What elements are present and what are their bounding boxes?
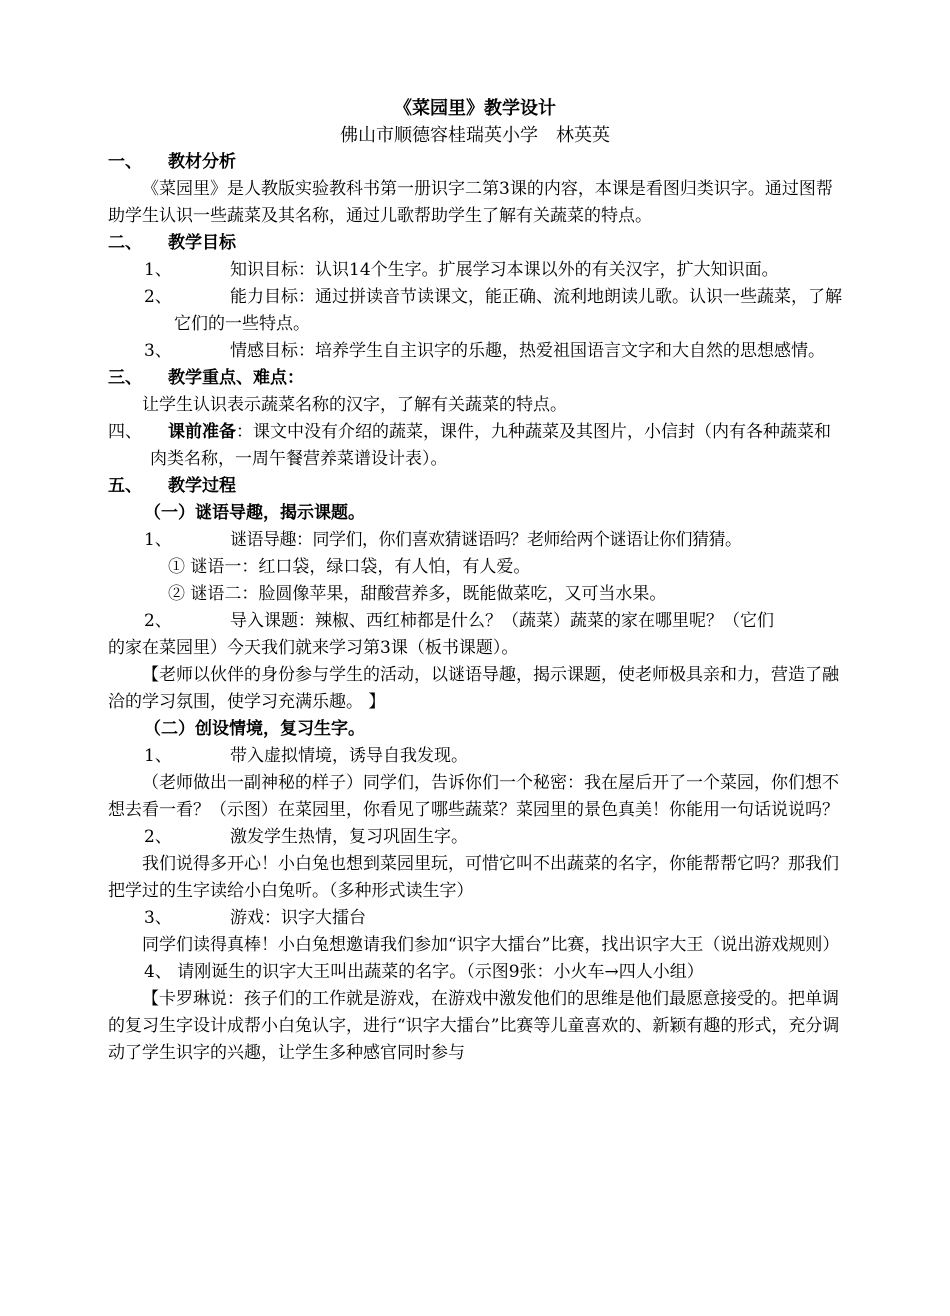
section-number: 五、 [108,476,142,496]
list-number: 3、 [144,908,172,928]
list-item [108,905,843,932]
section-paragraph [108,419,843,473]
document-body [108,149,843,1067]
section-heading [108,365,843,392]
list-item [108,257,843,284]
section-title: 教学重点、难点： [168,368,304,388]
riddle-line: ① 谜语一：红口袋，绿口袋，有人怕，有人爱。 [168,557,531,577]
paragraph: 《菜园里》是人教版实验教科书第一册识字二第3课的内容，本课是看图归类识字。通过图帮助学生认识一些蔬菜及其名称，通过儿歌帮助学生了解有关蔬菜的特点。 [108,179,833,226]
list-item [108,338,843,365]
list-number: 1、 [144,746,172,766]
list-number: 1、 [144,530,172,550]
section-number: 三、 [108,368,142,388]
paragraph: （老师做出一副神秘的样子）同学们，告诉你们一个秘密：我在屋后开了一个菜园，你们想不想去看一看？（示图）在菜园里，你看见了哪些蔬菜？菜园里的景色真美！你能用一句话说说吗？ [108,773,839,820]
riddle-line: ② 谜语二：脸圆像苹果，甜酸营养多，既能做菜吃，又可当水果。 [168,584,667,604]
section-heading [108,149,843,176]
list-number: 3、 [144,341,172,361]
list-text: 谜语导趣：同学们，你们喜欢猜谜语吗？老师给两个谜语让你们猜猜。 [230,530,742,550]
list-number: 2、 [144,827,172,847]
section-heading [108,473,843,500]
subsection-title: （一）谜语导趣，揭示课题。 [144,503,365,523]
list-text: 带入虚拟情境，诱导自我发现。 [230,746,468,766]
list-text: 情感目标：培养学生自主识字的乐趣，热爱祖国语言文字和大自然的思想感情。 [230,341,825,361]
section-title: 课前准备 [168,422,236,442]
list-item [108,824,843,851]
section-title: 教学目标 [168,233,236,253]
list-text: 能力目标：通过拼读音节读课文，能正确、流利地朗读儿歌。认识一些蔬菜，了解它们的一些特点。 [174,287,842,334]
commentary-note: 【卡罗琳说：孩子们的工作就是游戏，在游戏中激发他们的思维是他们最愿意接受的。把单调的复习生字设计成帮小白兔认字，进行“识字大擂台”比赛等儿童喜欢的、新颖有趣的形式，充分调动了学生识字的兴趣，让学生多种感官同时参与 [108,989,840,1063]
list-item [108,743,843,770]
list-text: 导入课题：辣椒、西红柿都是什么？（蔬菜）蔬菜的家在哪里呢？（它们 [230,611,774,631]
document-author: 佛山市顺德容桂瑞英小学 林英英 [340,125,610,146]
list-text: 激发学生热情，复习巩固生字。 [230,827,468,847]
list-number: 1、 [144,260,172,280]
section-number: 二、 [108,233,142,253]
subsection-title: （二）创设情境，复习生字。 [144,719,365,739]
list-text: 知识目标：认识14个生字。扩展学习本课以外的有关汉字，扩大知识面。 [230,260,779,280]
section-number: 一、 [108,152,142,172]
list-number: 2、 [144,287,172,307]
paragraph: 让学生认识表示蔬菜名称的汉字，了解有关蔬菜的特点。 [142,395,567,415]
list-item [108,608,843,635]
document-title: 《菜园里》教学设计 [394,98,556,119]
section-body: ：课文中没有介绍的蔬菜，课件，九种蔬菜及其图片，小信封（内有各种蔬菜和肉类名称，一周午餐营养菜谱设计表）。 [150,422,831,469]
section-heading [108,230,843,257]
paragraph: 的家在菜园里）今天我们就来学习第3课（板书课题）。 [108,638,519,658]
list-item: 4、 请刚诞生的识字大王叫出蔬菜的名字。（示图9张：小火车→四人小组） [144,962,704,982]
list-item [108,284,843,338]
commentary-note: 【老师以伙伴的身份参与学生的活动，以谜语导趣，揭示课题，使老师极具亲和力，营造了融洽的学习氛围，使学习充满乐趣。 】 [108,665,839,712]
paragraph: 同学们读得真棒！小白兔想邀请我们参加“识字大擂台”比赛，找出识字大王（说出游戏规则） [142,935,840,955]
list-text: 游戏：识字大擂台 [230,908,366,928]
section-number: 四、 [108,422,142,442]
section-title: 教学过程 [168,476,236,496]
list-number: 2、 [144,611,172,631]
section-title: 教材分析 [168,152,236,172]
list-item [108,527,843,554]
paragraph: 我们说得多开心！小白兔也想到菜园里玩，可惜它叫不出蔬菜的名字，你能帮帮它吗？那我们把学过的生字读给小白兔听。（多种形式读生字） [108,854,839,901]
